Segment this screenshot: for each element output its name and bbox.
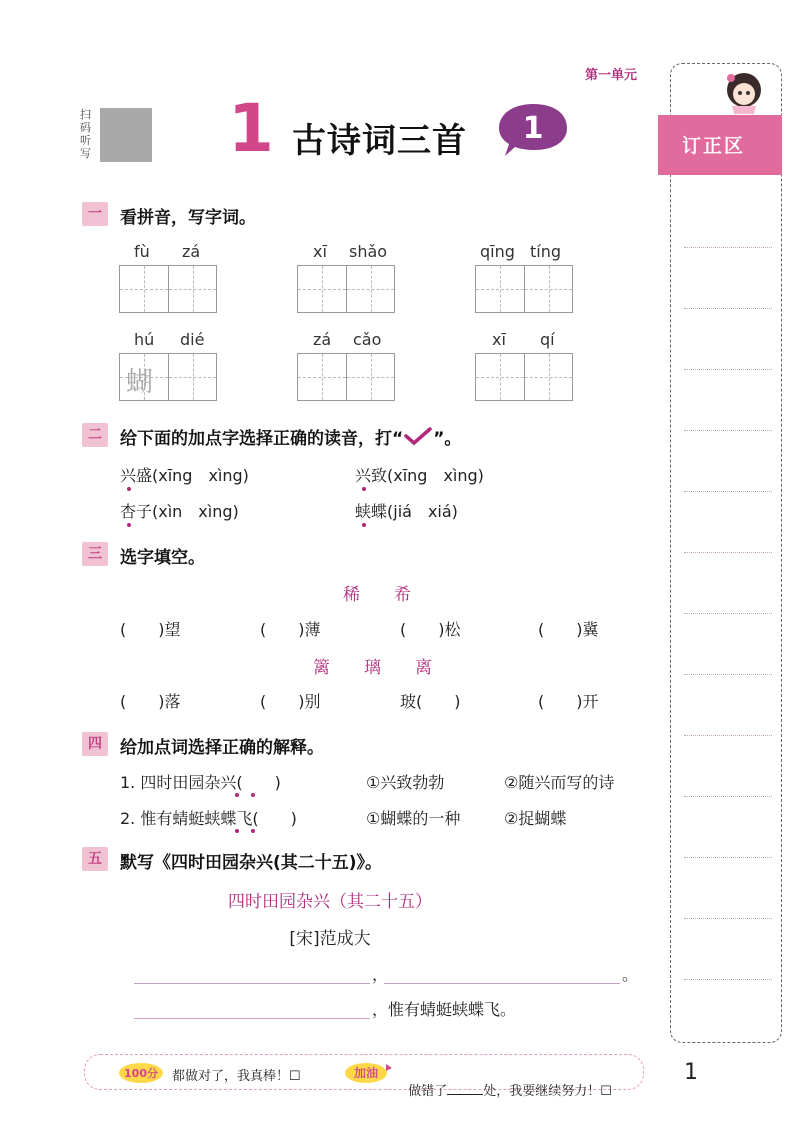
emphasis-dot [362,487,366,491]
section-title: 选字填空。 [120,548,205,568]
pinyin: xī [492,330,506,349]
correction-line[interactable] [684,247,772,248]
poem-blank-line[interactable] [384,982,620,984]
meaning-option[interactable]: ②捉蝴蝶 [504,809,567,828]
pinyin: fù [134,242,150,261]
svg-text:加油: 加油 [353,1066,379,1080]
correction-line[interactable] [684,857,772,858]
writing-grid[interactable] [297,353,395,401]
section-badge: 三 [82,542,108,566]
poem-punct: 。 [622,965,639,984]
correction-line[interactable] [684,613,772,614]
pinyin: dié [180,330,205,349]
pinyin: hú [134,330,155,349]
correction-line[interactable] [684,735,772,736]
correction-line[interactable] [684,430,772,431]
fill-blank[interactable]: ( )松 [400,620,461,639]
meaning-question[interactable]: 1. 四时田园杂兴( ) [120,773,281,792]
pinyin: qīng [480,242,515,261]
section-badge: 四 [82,732,108,756]
reading-option[interactable]: 兴盛(xīng xìng) [120,466,249,485]
fill-blank[interactable]: ( )开 [538,692,599,711]
fill-blank[interactable]: ( )薄 [260,620,321,639]
qr-code[interactable] [100,108,152,162]
speech-bubble-badge [497,100,569,164]
fill-blank[interactable]: ( )落 [120,692,181,711]
correction-panel [670,63,782,1043]
meaning-option[interactable]: ①蝴蝶的一种 [366,809,461,828]
pinyin: zá [313,330,332,349]
sample-character: 蝴 [126,367,153,398]
reading-option[interactable]: 杏子(xìn xìng) [120,502,239,521]
correction-line[interactable] [684,308,772,309]
pinyin: shǎo [349,242,388,261]
emphasis-dot [235,793,239,797]
page-number: 1 [684,1060,698,1085]
poem-punct: ， [372,965,389,984]
correction-line[interactable] [684,369,772,370]
correction-label: 订正区 [682,135,746,157]
emphasis-dot [251,793,255,797]
correction-line[interactable] [684,674,772,675]
choice-characters: 稀 希 [343,585,411,605]
section-title: 看拼音，写字词。 [120,208,256,228]
emphasis-dot [127,523,131,527]
meaning-question[interactable]: 2. 惟有蜻蜓蛱蝶飞( ) [120,809,297,828]
section-badge: 五 [82,847,108,871]
meaning-option[interactable]: ①兴致勃勃 [366,773,445,792]
mistake-text[interactable]: 做错了 处，我要继续努力！☐ [408,1084,612,1099]
checkmark-icon [403,426,433,446]
bubble-number: 1 [522,111,544,146]
fill-blank[interactable]: ( )别 [260,692,321,711]
section-badge: 一 [82,202,108,226]
emphasis-dot [127,487,131,491]
pinyin: tíng [530,242,562,261]
svg-text:100分: 100分 [124,1067,158,1080]
poem-title: 四时田园杂兴（其二十五） [228,892,432,912]
fill-blank[interactable]: ( )冀 [538,620,599,639]
correction-line[interactable] [684,552,772,553]
correction-banner [658,115,782,175]
writing-grid[interactable] [119,353,217,401]
lesson-number: 1 [228,90,274,167]
unit-label: 第一单元 [585,68,638,83]
cheer-badge [344,1062,394,1088]
poem-blank-line[interactable] [134,1017,370,1019]
scan-dictation-label: 扫码听写 [80,108,91,160]
correction-line[interactable] [684,491,772,492]
emphasis-dot [251,829,255,833]
writing-grid[interactable] [297,265,395,313]
pinyin: cǎo [353,330,382,349]
writing-grid[interactable] [475,265,573,313]
praise-text[interactable]: 都做对了，我真棒！☐ [172,1069,301,1084]
correction-line[interactable] [684,918,772,919]
writing-grid[interactable] [475,353,573,401]
choice-characters: 篱 璃 离 [313,658,432,678]
section-title: 默写《四时田园杂兴(其二十五)》。 [120,853,383,873]
section-title: 给下面的加点字选择正确的读音，打“ ”。 [120,424,461,449]
correction-line[interactable] [684,979,772,980]
reading-option[interactable]: 蛱蝶(jiá xiá) [355,502,458,521]
pinyin: xī [313,242,327,261]
correction-line[interactable] [684,796,772,797]
writing-grid[interactable] [119,265,217,313]
section-badge: 二 [82,423,108,447]
poem-line-text: ，惟有蜻蜓蛱蝶飞。 [372,1000,517,1019]
pinyin: zá [182,242,201,261]
poem-blank-line[interactable] [134,982,370,984]
fill-blank[interactable]: 玻( ) [400,692,461,711]
reading-option[interactable]: 兴致(xīng xìng) [355,466,484,485]
poem-author: [宋]范成大 [289,929,371,949]
pinyin: qí [540,330,555,349]
emphasis-dot [235,829,239,833]
meaning-option[interactable]: ②随兴而写的诗 [504,773,615,792]
emphasis-dot [362,523,366,527]
girl-icon [718,70,770,118]
fill-blank[interactable]: ( )望 [120,620,181,639]
score-badge [118,1062,164,1088]
section-title: 给加点词选择正确的解释。 [120,738,324,758]
lesson-title: 古诗词三首 [292,121,467,161]
